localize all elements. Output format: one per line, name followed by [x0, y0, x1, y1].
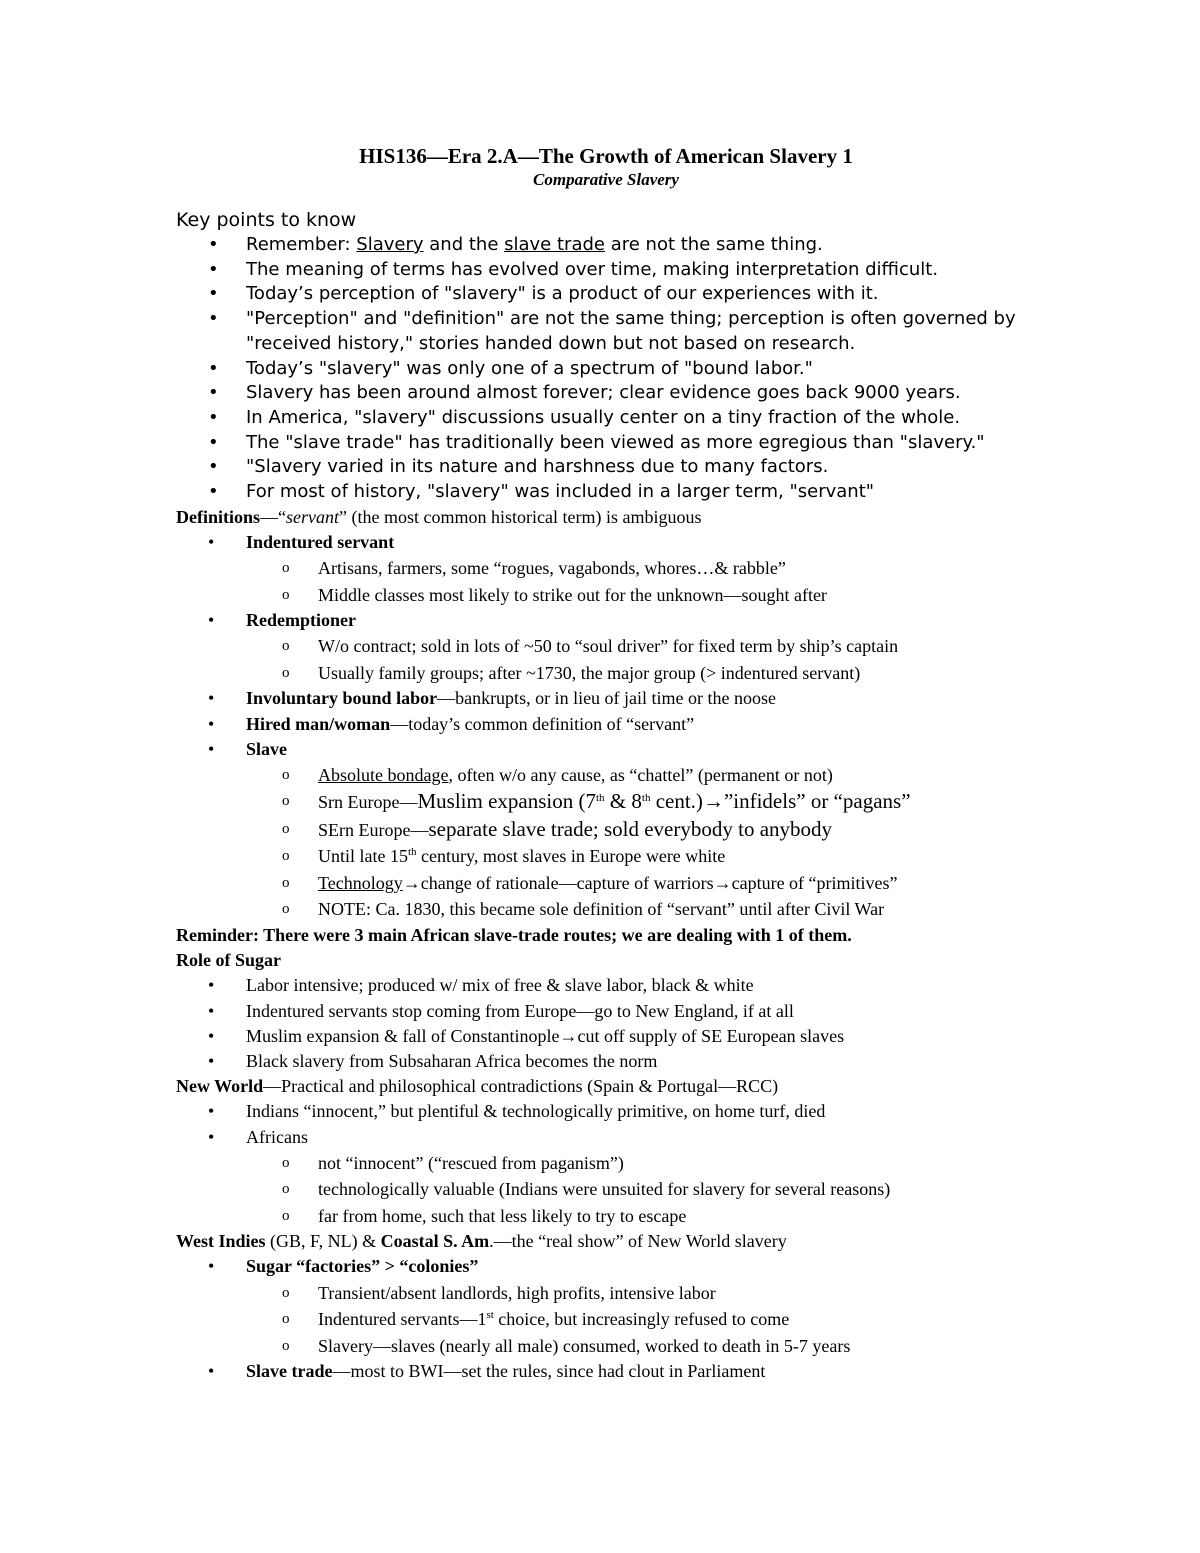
circle-bullet-icon: o	[282, 1181, 290, 1198]
bullet-icon: •	[208, 1000, 215, 1021]
bullet-icon: •	[208, 738, 215, 759]
list-item: • Involuntary bound labor—bankrupts, or in lieu of jail time or the noose	[176, 686, 1036, 711]
bullet-icon: •	[208, 406, 219, 428]
definitions-heading: Definitions—“servant” (the most common historical term) is ambiguous	[176, 506, 702, 527]
bullet-icon: •	[208, 382, 219, 404]
key-points-list	[176, 233, 1036, 505]
bullet-icon: •	[208, 357, 219, 379]
list-item: • Sugar “factories” > “colonies”	[176, 1254, 1036, 1279]
list-item: • Labor intensive; produced w/ mix of free & slave labor, black & white	[176, 973, 1036, 998]
bullet-icon: •	[208, 688, 215, 709]
bullet-icon: •	[208, 456, 219, 478]
sub-list-item: o Middle classes most likely to strike out for the unknown—sought after	[176, 582, 1036, 609]
list-item: • "Slavery varied in its nature and harshness due to many factors.	[176, 455, 1036, 480]
circle-bullet-icon: o	[282, 664, 290, 681]
page-title: HIS136—Era 2.A—The Growth of American Slavery 1	[359, 144, 853, 168]
list-item: • In America, "slavery" discussions usually center on a tiny fraction of the whole.	[176, 406, 1036, 431]
sub-list-item: o Technology→change of rationale—capture of warriors→capture of “primitives”	[176, 870, 1036, 897]
bullet-icon: •	[208, 1256, 215, 1277]
sub-list-item: o Until late 15th century, most slaves in Europe were white	[176, 843, 1036, 870]
list-item: • Africans	[176, 1125, 1036, 1150]
circle-bullet-icon: o	[282, 874, 290, 891]
list-item: • Today’s "slavery" was only one of a spectrum of "bound labor."	[176, 357, 1036, 382]
new-world-heading: New World—Practical and philosophical contradictions (Spain & Portugal—RCC)	[176, 1076, 779, 1097]
sub-list-item: o NOTE: Ca. 1830, this became sole definition of “servant” until after Civil War	[176, 896, 1036, 923]
list-item: • Remember: Slavery and the slave trade are not the same thing.	[176, 233, 1036, 258]
arrow-right-icon: →	[702, 789, 724, 814]
list-item: • Slavery has been around almost forever; clear evidence goes back 9000 years.	[176, 381, 1036, 406]
bullet-icon: •	[208, 283, 219, 305]
circle-bullet-icon: o	[282, 820, 290, 837]
circle-bullet-icon: o	[282, 1311, 290, 1328]
sub-list-item: o Absolute bondage, often w/o any cause, as “chattel” (permanent or not)	[176, 762, 1036, 789]
sub-list-item: o SErn Europe—separate slave trade; sold everybody to anybody	[282, 816, 833, 841]
sub-list-item: o Slavery—slaves (nearly all male) consumed, worked to death in 5-7 years	[176, 1333, 1036, 1360]
list-item: • Today’s perception of "slavery" is a product of our experiences with it.	[176, 282, 1036, 307]
list-item: • For most of history, "slavery" was included in a larger term, "servant"	[176, 480, 1036, 505]
bullet-icon: •	[208, 1025, 215, 1046]
sub-list-item: o Srn Europe—Muslim expansion (7th & 8th cent.)→”infidels” or “pagans”	[282, 789, 911, 814]
bullet-icon: •	[208, 258, 219, 280]
sub-list-item: o not “innocent” (“rescued from paganism”)	[176, 1150, 1036, 1177]
sugar-heading: Role of Sugar	[176, 950, 281, 971]
list-item: • The "slave trade" has traditionally been viewed as more egregious than "slavery."	[176, 431, 1036, 456]
west-indies-heading: West Indies (GB, F, NL) & Coastal S. Am.—the “real show” of New World slavery	[176, 1231, 787, 1252]
bullet-icon: •	[208, 1050, 215, 1071]
bullet-icon: •	[208, 531, 215, 552]
bullet-icon: •	[208, 1126, 215, 1147]
arrow-right-icon: →	[402, 872, 421, 893]
circle-bullet-icon: o	[282, 1207, 290, 1224]
circle-bullet-icon: o	[282, 848, 290, 865]
arrow-right-icon: →	[713, 872, 732, 893]
page-subtitle: Comparative Slavery	[533, 170, 679, 189]
list-item: • "Perception" and "definition" are not the same thing; perception is often governed by "received history," stories handed down but not based on research.	[208, 308, 1016, 354]
bullet-icon: •	[208, 431, 219, 453]
sub-list-item: o Indentured servants—1st choice, but increasingly refused to come	[176, 1306, 1036, 1333]
bullet-icon: •	[208, 308, 219, 330]
reminder-line: Reminder: There were 3 main African slave-trade routes; we are dealing with 1 of them.	[176, 924, 852, 945]
bullet-icon: •	[208, 1101, 215, 1122]
sub-list-item: o Usually family groups; after ~1730, the major group (> indentured servant)	[176, 660, 1036, 687]
bullet-icon: •	[208, 713, 215, 734]
bullet-icon: •	[208, 975, 215, 996]
bullet-icon: •	[208, 481, 219, 503]
circle-bullet-icon: o	[282, 638, 290, 655]
circle-bullet-icon: o	[282, 586, 290, 603]
bullet-icon: •	[208, 610, 215, 631]
list-item: • Indentured servants stop coming from Europe—go to New England, if at all	[176, 999, 1036, 1024]
sub-list-item: o technologically valuable (Indians were unsuited for slavery for several reasons)	[176, 1176, 1036, 1203]
list-item: • Hired man/woman—today’s common definition of “servant”	[176, 712, 1036, 737]
circle-bullet-icon: o	[282, 1154, 290, 1171]
circle-bullet-icon: o	[282, 1337, 290, 1354]
sub-list-item: o W/o contract; sold in lots of ~50 to “soul driver” for fixed term by ship’s captain	[176, 633, 1036, 660]
sub-list-item: o Transient/absent landlords, high profits, intensive labor	[176, 1280, 1036, 1307]
document-body	[176, 143, 1036, 1384]
circle-bullet-icon: o	[282, 901, 290, 918]
list-item: • Redemptioner	[176, 608, 1036, 633]
list-item: • Black slavery from Subsaharan Africa becomes the norm	[176, 1049, 1036, 1074]
list-item: • Indians “innocent,” but plentiful & technologically primitive, on home turf, died	[176, 1099, 1036, 1124]
bullet-icon: •	[208, 234, 219, 255]
list-item: • The meaning of terms has evolved over time, making interpretation difficult.	[176, 258, 1036, 283]
circle-bullet-icon: o	[282, 1284, 290, 1301]
circle-bullet-icon: o	[282, 793, 290, 810]
key-points-heading: Key points to know	[176, 209, 357, 231]
sub-list-item: o far from home, such that less likely to try to escape	[176, 1203, 1036, 1230]
bullet-icon: •	[208, 1361, 215, 1382]
list-item: • Indentured servant	[176, 530, 1036, 555]
list-item: • Slave	[176, 737, 1036, 762]
arrow-right-icon: →	[559, 1025, 578, 1046]
circle-bullet-icon: o	[282, 766, 290, 783]
circle-bullet-icon: o	[282, 560, 290, 577]
list-item: • Muslim expansion & fall of Constantinople→cut off supply of SE European slaves	[176, 1024, 1036, 1049]
sub-list-item: o Artisans, farmers, some “rogues, vagabonds, whores…& rabble”	[176, 555, 1036, 582]
list-item: • Slave trade—most to BWI—set the rules, since had clout in Parliament	[176, 1359, 1036, 1384]
